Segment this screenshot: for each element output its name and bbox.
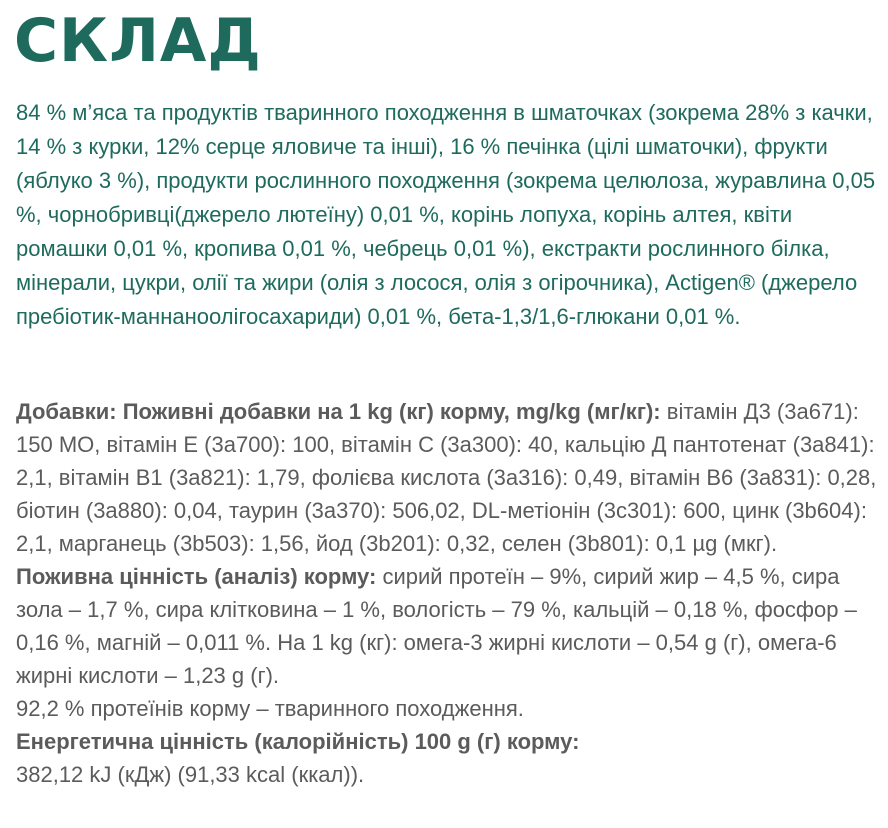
additives-label: Добавки: Поживні добавки на 1 kg (кг) корму, mg/kg (мг/кг):: [16, 399, 661, 424]
energy-label: Енергетична цінність (калорійність) 100 g (г) корму:: [16, 729, 580, 754]
nutrition-label: Поживна цінність (аналіз) корму:: [16, 564, 377, 589]
nutrition-text: сирий протеїн – 9%, сирий жир – 4,5 %, сира зола – 1,7 %, сира клітковина – 1 %, вологість – 79 %, кальцій – 0,18 %, фосфор – 0,16 %, магній – 0,011 %. На 1 kg (кг): омега-3 жирні кислоти – 0,54 g (г), омега-6 жирні кислоти – 1,23 g (г).: [16, 564, 857, 688]
protein-note: 92,2 % протеїнів корму – тваринного походження.: [16, 696, 524, 721]
additives-text: вітамін Д3 (3a671): 150 MO, вітамін Е (3a700): 100, вітамін С (3a300): 40, кальцію Д пантотенат (3a841): 2,1, вітамін В1 (3a821): 1,79, фолієва кислота (3a316): 0,49, вітамін В6 (3a831): 0,28, біотин (3a880): 0,04, таурин (3a370): 506,02, DL-метіонін (3c301): 600, цинк (3b604): 2,1, марганець (3b503): 1,56, йод (3b201): 0,32, селен (3b801): 0,1 µg (мкг).: [16, 399, 877, 556]
details-section: [16, 395, 878, 791]
energy-value: 382,12 kJ (кДж) (91,33 kcal (ккал)).: [16, 762, 365, 787]
additives-paragraph: [16, 395, 878, 560]
nutrition-paragraph: [16, 560, 878, 692]
composition-text: 84 % м’яса та продуктів тваринного походження в шматочках (зокрема 28% з качки, 14 % з курки, 12% серце яловиче та інші), 16 % печінка (цілі шматочки), фрукти (яблуко 3 %), продукти рослинного походження (зокрема целюлоза, журавлина 0,05 %, чорнобривці(джерело лютеїну) 0,01 %, корінь лопуха, корінь алтея, квіти ромашки 0,01 %, кропива 0,01 %, чебрець 0,01 %), екстракти рослинного білка, мінерали, цукри, олії та жири (олія з лосося, олія з огірочника), Actigen® (джерело пребіотик-маннаноолігосахариди) 0,01 %, бета-1,3/1,6-глюкани 0,01 %.: [16, 100, 876, 329]
page-title: СКЛАД: [14, 6, 262, 76]
energy-label-line: [16, 725, 878, 758]
